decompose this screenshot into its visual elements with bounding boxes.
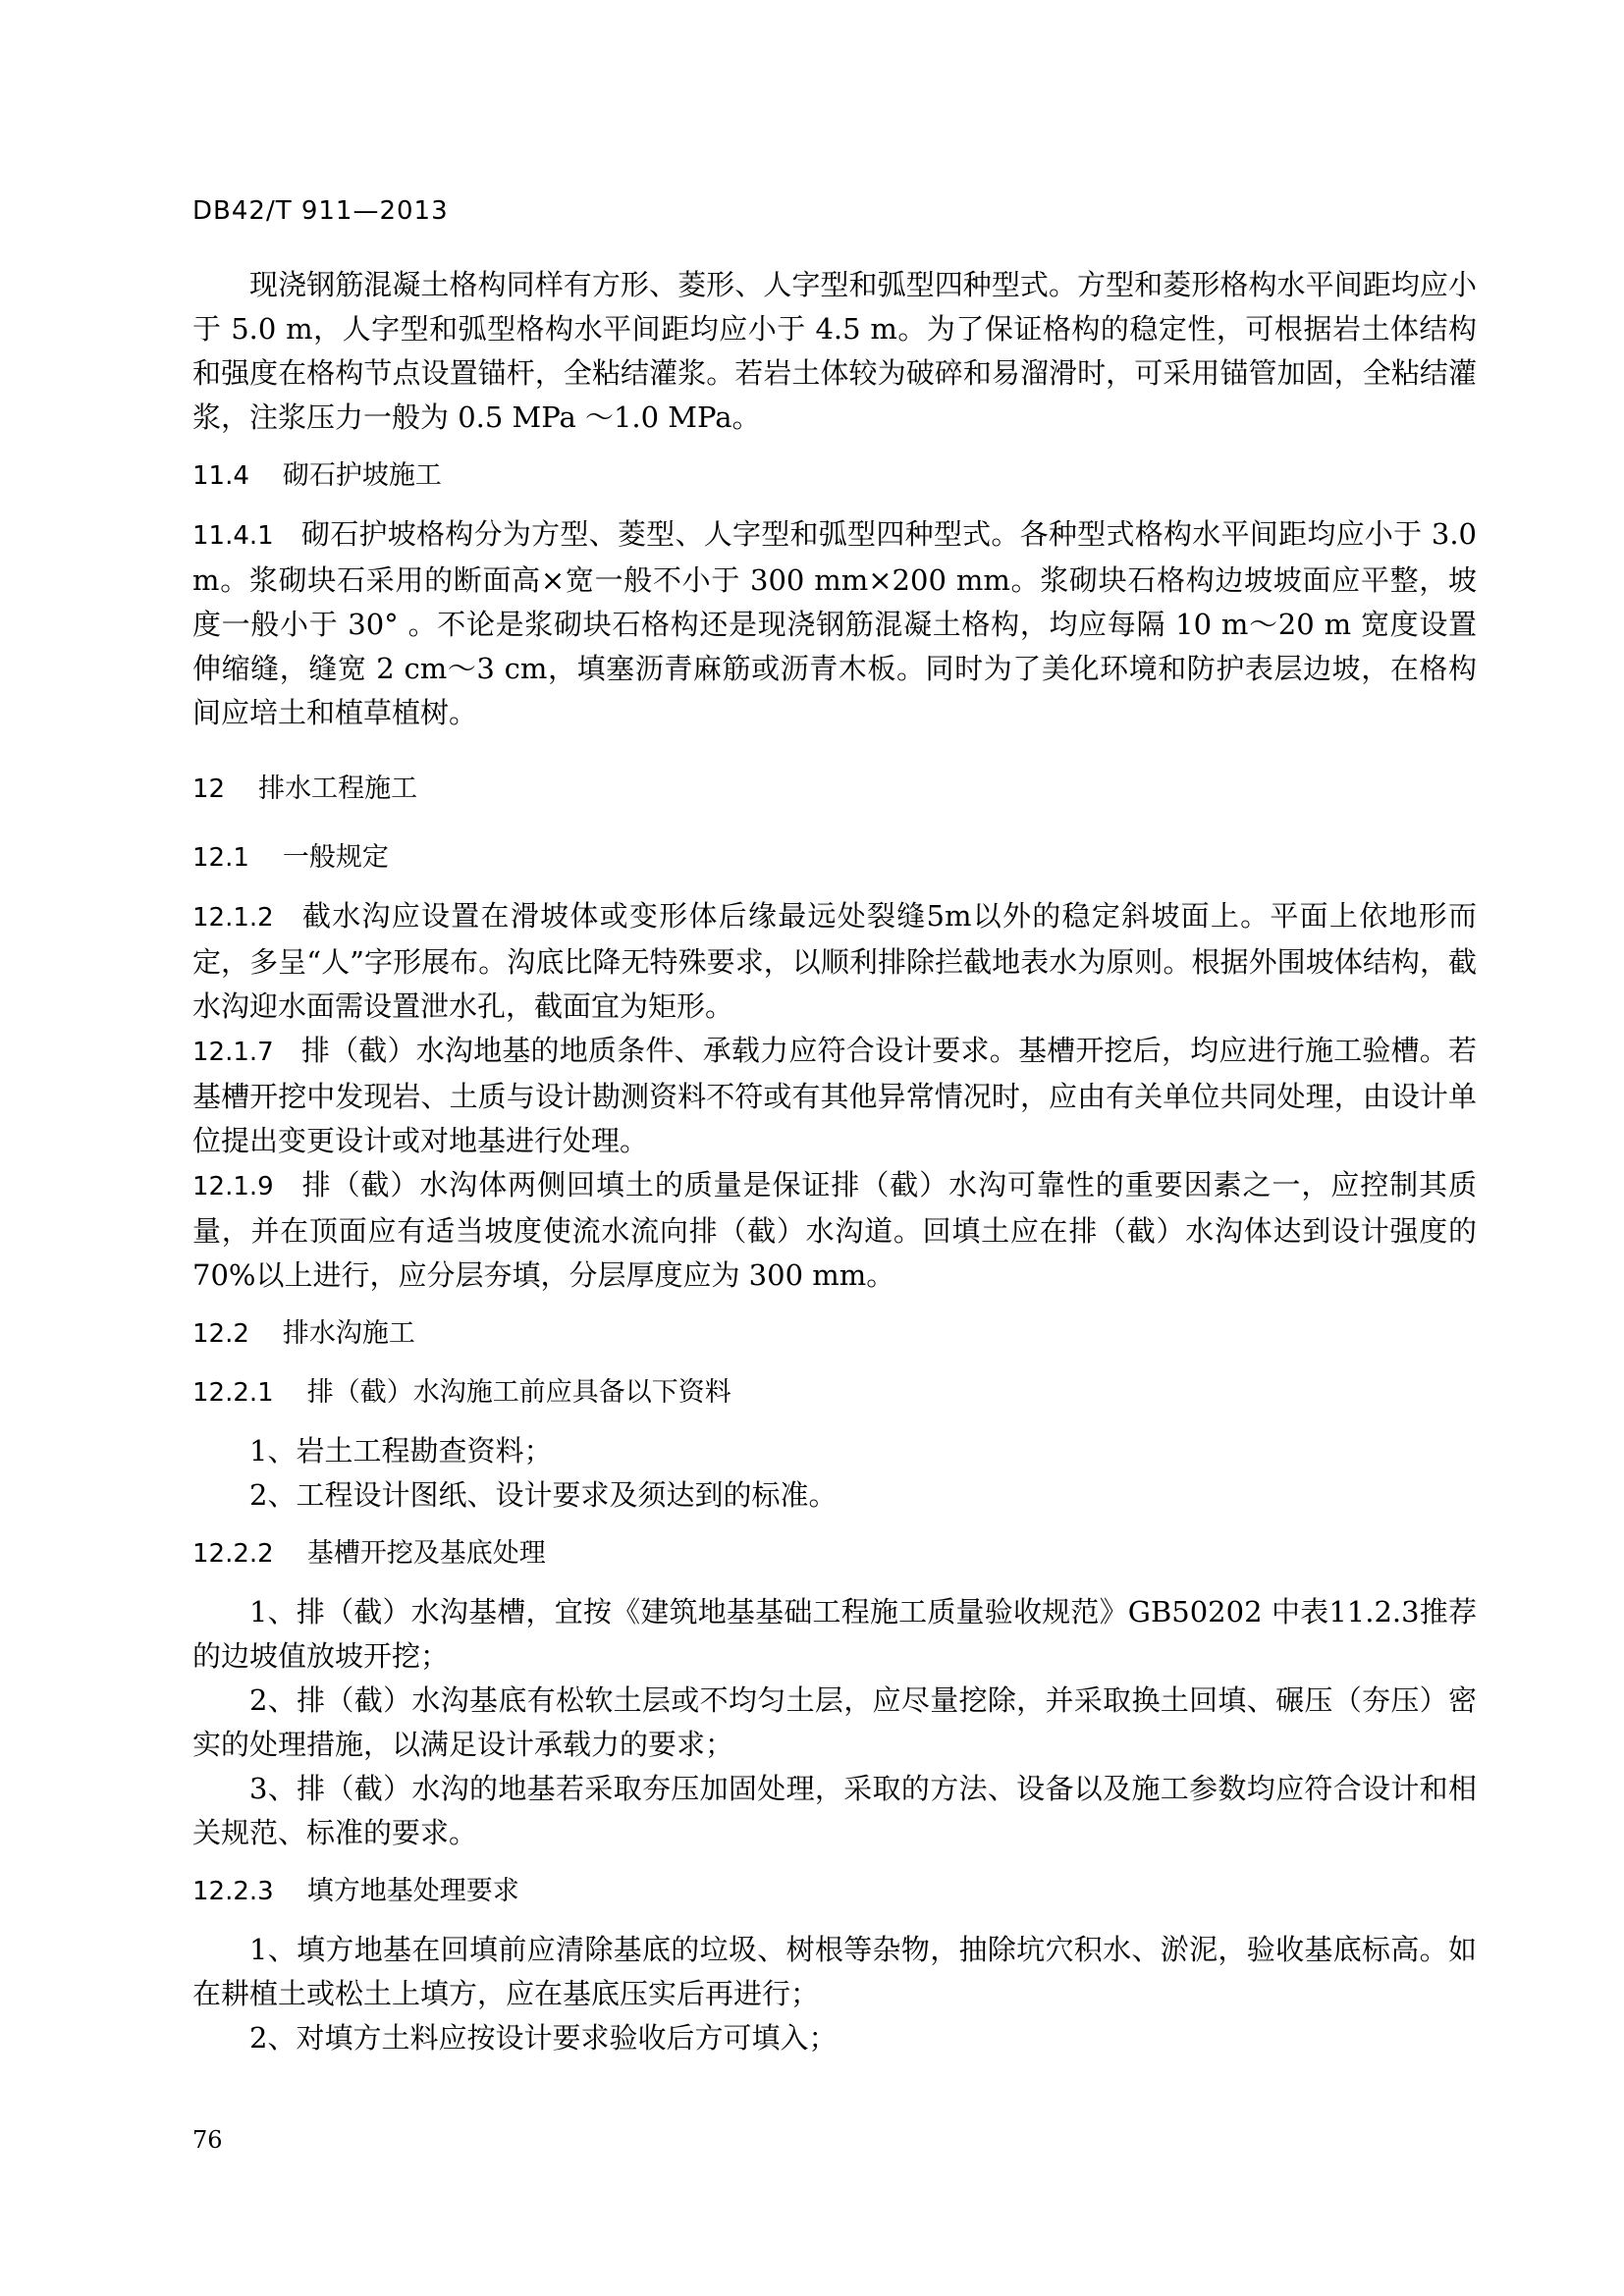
clause-text: 排（截）水沟体两侧回填土的质量是保证排（截）水沟可靠性的重要因素之一，应控制其质量，并在顶面应有适当坡度使流水流向排（截）水沟道。回填土应在排（截）水沟体达到设计强度的70%以上进行，应分层夯填，分层厚度应为 300 mm。: [192, 1168, 1477, 1292]
list-item: 1、排（截）水沟基槽，宜按《建筑地基基础工程施工质量验收规范》GB50202 中表11.2.3推荐的边坡值放坡开挖；: [192, 1595, 1477, 1673]
section-number: 12.2.3: [192, 1877, 274, 1906]
section-title: 一般规定: [282, 842, 389, 873]
section-number: 12.2.2: [192, 1539, 274, 1569]
clause-number: 12.1.2: [192, 903, 274, 933]
document-code: DB42/T 911—2013: [192, 196, 449, 226]
section-heading-12-2: [192, 1311, 1477, 1357]
clause-11-4-1: [192, 512, 1477, 735]
section-number: 12.1: [192, 843, 249, 873]
section-title: 基槽开挖及基底处理: [306, 1538, 546, 1569]
subsection-heading-12-2-3: [192, 1869, 1477, 1914]
section-title: 排水沟施工: [282, 1318, 415, 1349]
section-number: 11.4: [192, 461, 249, 491]
section-title: 排水工程施工: [258, 774, 418, 804]
section-title: 填方地基处理要求: [306, 1876, 519, 1906]
list-item: 1、岩土工程勘查资料；: [249, 1434, 553, 1468]
section-number: 12.2: [192, 1319, 249, 1349]
section-heading-12-1: [192, 835, 1477, 881]
list-item: 2、对填方土料应按设计要求验收后方可填入；: [249, 2021, 838, 2055]
paragraph: 现浇钢筋混凝土格构同样有方形、菱形、人字型和弧型四种型式。方型和菱形格构水平间距均应小于 5.0 m，人字型和弧型格构水平间距均应小于 4.5 m。为了保证格构的稳定性，可根据岩土体结构和强度在格构节点设置锚杆，全粘结灌浆。若岩土体较为破碎和易溜滑时，可采用锚管加固，全粘结灌浆，注浆压力一般为 0.5 MPa ～1.0 MPa。: [192, 268, 1477, 434]
subsection-heading-12-2-1: [192, 1370, 1477, 1415]
section-title: 砌石护坡施工: [282, 460, 442, 491]
clause-number: 12.1.9: [192, 1172, 274, 1201]
page-body: [192, 263, 1477, 2060]
clause-number: 11.4.1: [192, 521, 274, 551]
clause-number: 12.1.7: [192, 1038, 274, 1067]
clause-12-1-9: [192, 1163, 1477, 1298]
chapter-heading-12: [192, 767, 1477, 812]
list-item: 1、填方地基在回填前应清除基底的垃圾、树根等杂物，抽除坑穴积水、淤泥，验收基底标高。如在耕植土或松土上填方，应在基底压实后再进行；: [192, 1933, 1477, 2010]
list-item: 3、排（截）水沟的地基若采取夯压加固处理，采取的方法、设备以及施工参数均应符合设计和相关规范、标准的要求。: [192, 1772, 1477, 1849]
list-item: 2、排（截）水沟基底有松软土层或不均匀土层，应尽量挖除，并采取换土回填、碾压（夯压）密实的处理措施，以满足设计承载力的要求；: [192, 1683, 1477, 1761]
subsection-heading-12-2-2: [192, 1531, 1477, 1576]
clause-text: 砌石护坡格构分为方型、菱型、人字型和弧型四种型式。各种型式格构水平间距均应小于 3.0 m。浆砌块石采用的断面高×宽一般不小于 300 mm×200 mm。浆砌块石格构边坡坡面应平整，坡度一般小于 30° 。不论是浆砌块石格构还是现浇钢筋混凝土格构，均应每隔 10 m～20 m 宽度设置伸缩缝，缝宽 2 cm～3 cm，填塞沥青麻筋或沥青木板。同时为了美化环境和防护表层边坡，在格构间应培土和植草植树。: [192, 517, 1478, 729]
clause-text: 截水沟应设置在滑坡体或变形体后缘最远处裂缝5m以外的稳定斜坡面上。平面上依地形而定，多呈“人”字形展布。沟底比降无特殊要求，以顺利排除拦截地表水为原则。根据外围坡体结构，截水沟迎水面需设置泄水孔，截面宜为矩形。: [192, 899, 1477, 1023]
page-number: 76: [192, 2126, 223, 2154]
section-number: 12: [192, 774, 226, 804]
list-item: 2、工程设计图纸、设计要求及须达到的标准。: [249, 1478, 838, 1512]
clause-12-1-7: [192, 1029, 1477, 1163]
section-number: 12.2.1: [192, 1378, 274, 1408]
clause-text: 排（截）水沟地基的地质条件、承载力应符合设计要求。基槽开挖后，均应进行施工验槽。若基槽开挖中发现岩、土质与设计勘测资料不符或有其他异常情况时，应由有关单位共同处理，由设计单位提出变更设计或对地基进行处理。: [192, 1034, 1477, 1157]
section-heading-11-4: [192, 454, 1477, 499]
clause-12-1-2: [192, 894, 1477, 1029]
section-title: 排（截）水沟施工前应具备以下资料: [306, 1377, 731, 1408]
